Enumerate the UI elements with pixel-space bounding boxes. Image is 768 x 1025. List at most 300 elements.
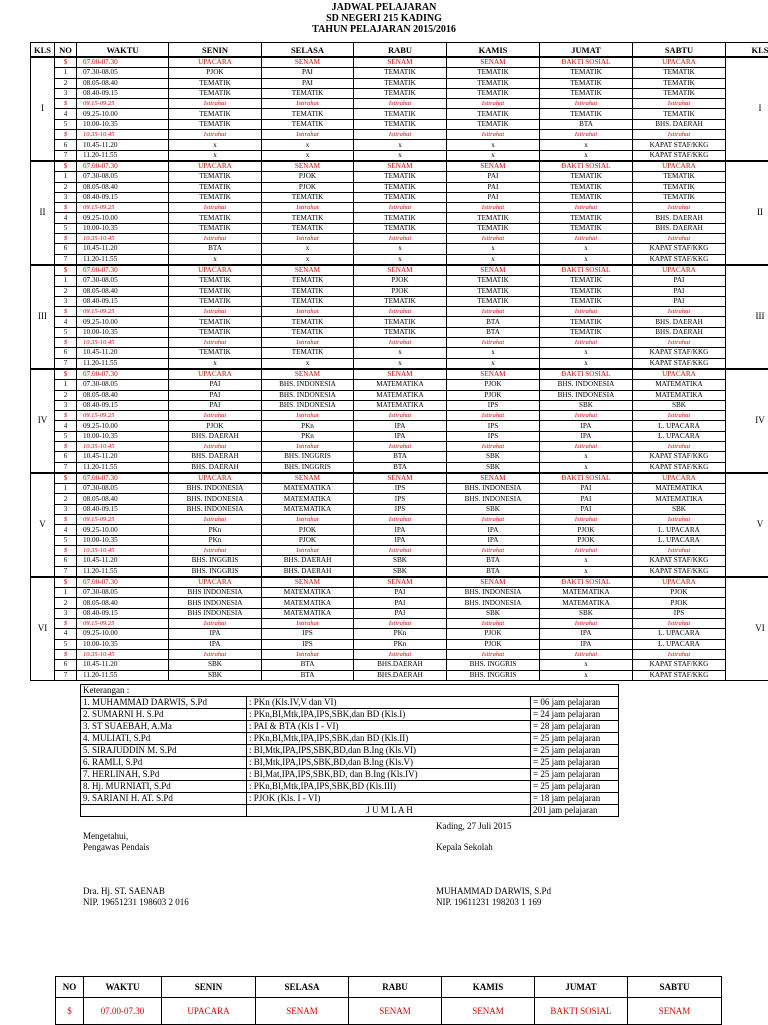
subject-cell: TEMATIK bbox=[540, 276, 633, 286]
row-number: 5 bbox=[55, 535, 77, 545]
subject-cell: MATEMATIKA bbox=[262, 504, 354, 514]
subject-cell: BHS. INDONESIA bbox=[169, 504, 262, 514]
subject-cell: SBK bbox=[447, 452, 540, 462]
subject-cell: BAKTI SOSIAL bbox=[540, 577, 633, 588]
row-number: 7 bbox=[55, 150, 77, 161]
col-header: JUMAT bbox=[535, 977, 628, 998]
place-date: Kading, 27 Juli 2015 bbox=[436, 821, 512, 832]
row-number: $ bbox=[55, 441, 77, 451]
subject-cell: SENAM bbox=[262, 57, 354, 68]
subject-cell: x bbox=[169, 150, 262, 161]
subject-cell: Istirahat bbox=[447, 649, 540, 659]
subject-cell: x bbox=[262, 254, 354, 265]
subject-cell: KAPAT STAF/KKG bbox=[633, 566, 726, 577]
subject-cell: IPS bbox=[354, 494, 447, 504]
time-cell: 07.00-07.30 bbox=[77, 161, 169, 172]
subject-cell: TEMATIK bbox=[354, 317, 447, 327]
time-cell: 09.15-09.25 bbox=[77, 515, 169, 525]
subject-cell: Istirahat bbox=[169, 307, 262, 317]
subject-cell: BHS. INDONESIA bbox=[447, 588, 540, 598]
subject-cell: Istirahat bbox=[540, 234, 633, 244]
row-number: 3 bbox=[55, 400, 77, 410]
subject-cell: PJOK bbox=[540, 525, 633, 535]
subject-cell: Istirahat bbox=[633, 130, 726, 140]
time-cell: 08.05-08.40 bbox=[77, 78, 169, 88]
table-row bbox=[31, 88, 768, 98]
table-row bbox=[31, 338, 768, 348]
time-cell: 08.05-08.40 bbox=[77, 390, 169, 400]
row-number: 6 bbox=[55, 660, 77, 670]
subject-cell: PJOK bbox=[633, 598, 726, 608]
subject-cell: x bbox=[447, 348, 540, 358]
subject-cell: TEMATIK bbox=[540, 223, 633, 233]
next-page-schedule-table bbox=[55, 976, 722, 1025]
time-cell: 08.40-09.15 bbox=[77, 296, 169, 306]
subject-cell: SENAM bbox=[262, 369, 354, 380]
row-number: 4 bbox=[55, 213, 77, 223]
subject-cell: TEMATIK bbox=[540, 213, 633, 223]
table-row bbox=[31, 504, 768, 514]
subject-cell: IPS bbox=[262, 629, 354, 639]
subject-cell: SENAM bbox=[262, 577, 354, 588]
subject-cell: SENAM bbox=[256, 998, 349, 1025]
subject-cell: TEMATIK bbox=[540, 109, 633, 119]
subject-cell: TEMATIK bbox=[262, 88, 354, 98]
table-row bbox=[31, 598, 768, 608]
teacher-name: 3. ST SUAEBAH, A.Ma bbox=[81, 721, 247, 733]
subject-cell: TEMATIK bbox=[540, 296, 633, 306]
subject-cell: SBK bbox=[540, 400, 633, 410]
table-row bbox=[31, 254, 768, 265]
time-cell: 09.25-10.00 bbox=[77, 213, 169, 223]
subject-cell: PKn bbox=[354, 639, 447, 649]
subject-cell: L. UPACARA bbox=[633, 629, 726, 639]
list-item bbox=[81, 721, 619, 733]
subject-cell: TEMATIK bbox=[540, 192, 633, 202]
row-number: 5 bbox=[55, 431, 77, 441]
row-number: $ bbox=[55, 307, 77, 317]
table-row bbox=[31, 150, 768, 161]
teacher-hours: = 24 jam pelajaran bbox=[531, 709, 619, 721]
subject-cell: PAI bbox=[354, 608, 447, 618]
subject-cell: UPACARA bbox=[633, 161, 726, 172]
subject-cell: IPS bbox=[447, 431, 540, 441]
subject-cell: x bbox=[447, 140, 540, 150]
subject-cell: TEMATIK bbox=[169, 348, 262, 358]
subject-cell: x bbox=[262, 150, 354, 161]
subject-cell: UPACARA bbox=[633, 57, 726, 68]
subject-cell: MATEMATIKA bbox=[354, 390, 447, 400]
subject-cell: Istirahat bbox=[447, 130, 540, 140]
row-number: $ bbox=[55, 545, 77, 555]
subject-cell: Istirahat bbox=[633, 649, 726, 659]
teacher-name: 7. HERLINAH, S.Pd bbox=[81, 769, 247, 781]
subject-cell: Istirahat bbox=[540, 99, 633, 109]
subject-cell: BAKTI SOSIAL bbox=[540, 57, 633, 68]
subject-cell: x bbox=[262, 244, 354, 254]
subject-cell: TEMATIK bbox=[447, 109, 540, 119]
subject-cell: TEMATIK bbox=[633, 88, 726, 98]
subject-cell: x bbox=[540, 660, 633, 670]
time-cell: 09.15-09.25 bbox=[77, 99, 169, 109]
row-number: 7 bbox=[55, 358, 77, 369]
subject-cell: TEMATIK bbox=[262, 317, 354, 327]
row-number: 6 bbox=[55, 556, 77, 566]
col-header: RABU bbox=[354, 43, 447, 58]
subject-cell: BHS. DAERAH bbox=[169, 431, 262, 441]
subject-cell: TEMATIK bbox=[540, 78, 633, 88]
subject-cell: BHS. INGGRIS bbox=[447, 660, 540, 670]
subject-cell: SBK bbox=[169, 670, 262, 680]
time-cell: 10.00-10.35 bbox=[77, 327, 169, 337]
subject-cell: x bbox=[354, 244, 447, 254]
table-row bbox=[31, 608, 768, 618]
table-row bbox=[31, 234, 768, 244]
subject-cell: TEMATIK bbox=[540, 327, 633, 337]
subject-cell: MATEMATIKA bbox=[540, 588, 633, 598]
table-row bbox=[31, 276, 768, 286]
subject-cell: Istirahat bbox=[262, 234, 354, 244]
subject-cell: MATEMATIKA bbox=[540, 598, 633, 608]
col-header: RABU bbox=[349, 977, 442, 998]
principal-name: MUHAMMAD DARWIS, S.Pd bbox=[436, 886, 551, 897]
subject-cell: x bbox=[447, 244, 540, 254]
subject-cell: TEMATIK bbox=[354, 78, 447, 88]
subject-cell: Istirahat bbox=[354, 619, 447, 629]
class-label: I bbox=[31, 57, 55, 161]
subject-cell: x bbox=[540, 150, 633, 161]
subject-cell: TEMATIK bbox=[447, 213, 540, 223]
time-cell: 09.15-09.25 bbox=[77, 203, 169, 213]
row-number: 4 bbox=[55, 421, 77, 431]
table-row bbox=[31, 286, 768, 296]
time-cell: 08.40-09.15 bbox=[77, 192, 169, 202]
subject-cell: BAKTI SOSIAL bbox=[540, 265, 633, 276]
subject-cell: PAI bbox=[633, 286, 726, 296]
subject-cell: TEMATIK bbox=[540, 88, 633, 98]
subject-cell: BHS. DAERAH bbox=[633, 213, 726, 223]
subject-cell: BAKTI SOSIAL bbox=[540, 473, 633, 484]
subject-cell: BHS. INGGRIS bbox=[169, 566, 262, 577]
subject-cell: SBK bbox=[354, 566, 447, 577]
row-number: 2 bbox=[55, 598, 77, 608]
teacher-hours: = 28 jam pelajaran bbox=[531, 721, 619, 733]
subject-cell: IPS bbox=[447, 421, 540, 431]
row-number: 1 bbox=[55, 380, 77, 390]
subject-cell: SBK bbox=[169, 660, 262, 670]
time-cell: 08.40-09.15 bbox=[77, 608, 169, 618]
subject-cell: Istirahat bbox=[169, 203, 262, 213]
supervisor-name: Dra. Hj. ST. SAENAB bbox=[83, 886, 165, 897]
page-title: JADWAL PELAJARAN bbox=[0, 2, 768, 13]
subject-cell: KAPAT STAF/KKG bbox=[633, 660, 726, 670]
subject-cell: Istirahat bbox=[447, 234, 540, 244]
subject-cell: TEMATIK bbox=[447, 296, 540, 306]
subject-cell: Istirahat bbox=[169, 338, 262, 348]
subject-cell: IPA bbox=[169, 639, 262, 649]
subject-cell: TEMATIK bbox=[169, 223, 262, 233]
subject-cell: TEMATIK bbox=[169, 327, 262, 337]
subject-cell: PKn bbox=[354, 629, 447, 639]
row-number: 2 bbox=[55, 286, 77, 296]
subject-cell: x bbox=[447, 254, 540, 265]
subject-cell: TEMATIK bbox=[354, 109, 447, 119]
time-cell: 10.35-10.45 bbox=[77, 441, 169, 451]
class-label: III bbox=[31, 265, 55, 369]
teacher-subjects: : BI,Mat,IPA,IPS,SBK,BD, dan B.Ing (Kls.IV) bbox=[247, 769, 531, 781]
subject-cell: BHS. INDONESIA bbox=[262, 390, 354, 400]
subject-cell: PJOK bbox=[354, 286, 447, 296]
total-spacer bbox=[81, 805, 247, 817]
schedule-body bbox=[31, 57, 768, 680]
subject-cell: Istirahat bbox=[262, 545, 354, 555]
subject-cell: PAI bbox=[540, 484, 633, 494]
teacher-hours: = 25 jam pelajaran bbox=[531, 757, 619, 769]
subject-cell: TEMATIK bbox=[354, 213, 447, 223]
subject-cell: TEMATIK bbox=[447, 276, 540, 286]
subject-cell: IPA bbox=[540, 639, 633, 649]
col-header: SELASA bbox=[262, 43, 354, 58]
subject-cell: TEMATIK bbox=[169, 276, 262, 286]
subject-cell: x bbox=[169, 254, 262, 265]
subject-cell: Istirahat bbox=[169, 441, 262, 451]
table-row bbox=[31, 670, 768, 680]
subject-cell: Istirahat bbox=[447, 545, 540, 555]
subject-cell: Istirahat bbox=[169, 130, 262, 140]
row-number: 7 bbox=[55, 254, 77, 265]
subject-cell: IPA bbox=[354, 421, 447, 431]
time-cell: 07.30-08.05 bbox=[77, 172, 169, 182]
subject-cell: IPS bbox=[354, 504, 447, 514]
list-item bbox=[81, 793, 619, 805]
supervisor-title: Pengawas Pendais bbox=[83, 842, 149, 853]
subject-cell: BTA bbox=[354, 462, 447, 473]
subject-cell: PAI bbox=[354, 588, 447, 598]
subject-cell: PJOK bbox=[540, 535, 633, 545]
time-cell: 09.15-09.25 bbox=[77, 619, 169, 629]
subject-cell: BHS. INGGRIS bbox=[262, 462, 354, 473]
time-cell: 10.35-10.45 bbox=[77, 338, 169, 348]
subject-cell: UPACARA bbox=[633, 265, 726, 276]
schedule-table bbox=[30, 42, 768, 681]
subject-cell: SBK bbox=[354, 556, 447, 566]
row-number: $ bbox=[55, 473, 77, 484]
table-row bbox=[31, 639, 768, 649]
subject-cell: TEMATIK bbox=[262, 213, 354, 223]
table-row bbox=[31, 411, 768, 421]
teacher-subjects: : PKn,BI,Mtk,IPA,IPS,SBK,dan BD (Kls.I) bbox=[247, 709, 531, 721]
subject-cell: PJOK bbox=[262, 525, 354, 535]
time-cell: 10.35-10.45 bbox=[77, 649, 169, 659]
subject-cell: IPA bbox=[540, 421, 633, 431]
subject-cell: x bbox=[447, 150, 540, 161]
table-row bbox=[56, 998, 722, 1025]
subject-cell: IPS bbox=[262, 639, 354, 649]
table-row bbox=[31, 400, 768, 410]
row-number: $ bbox=[55, 265, 77, 276]
subject-cell: TEMATIK bbox=[633, 109, 726, 119]
subject-cell: MATEMATIKA bbox=[262, 598, 354, 608]
subject-cell: Istirahat bbox=[633, 515, 726, 525]
subject-cell: Istirahat bbox=[540, 130, 633, 140]
row-number: 3 bbox=[55, 296, 77, 306]
time-cell: 10.45-11.20 bbox=[77, 140, 169, 150]
table-row bbox=[31, 140, 768, 150]
subject-cell: Istirahat bbox=[633, 411, 726, 421]
row-number: $ bbox=[55, 161, 77, 172]
subject-cell: PJOK bbox=[447, 380, 540, 390]
class-label: I bbox=[726, 57, 768, 161]
subject-cell: SBK bbox=[540, 608, 633, 618]
subject-cell: x bbox=[540, 348, 633, 358]
subject-cell: Istirahat bbox=[354, 338, 447, 348]
class-label: VI bbox=[726, 577, 768, 680]
subject-cell: Istirahat bbox=[354, 649, 447, 659]
time-cell: 07.30-08.05 bbox=[77, 380, 169, 390]
subject-cell: x bbox=[540, 358, 633, 369]
teacher-hours: = 25 jam pelajaran bbox=[531, 733, 619, 745]
time-cell: 07.00-07.30 bbox=[77, 577, 169, 588]
subject-cell: TEMATIK bbox=[447, 88, 540, 98]
time-cell: 08.05-08.40 bbox=[77, 598, 169, 608]
time-cell: 10.00-10.35 bbox=[77, 223, 169, 233]
subject-cell: TEMATIK bbox=[447, 78, 540, 88]
time-cell: 07.00-07.30 bbox=[77, 473, 169, 484]
subject-cell: x bbox=[540, 462, 633, 473]
subject-cell: PKn bbox=[169, 525, 262, 535]
subject-cell: Istirahat bbox=[169, 649, 262, 659]
row-number: $ bbox=[55, 338, 77, 348]
subject-cell: KAPAT STAF/KKG bbox=[633, 244, 726, 254]
subject-cell: SENAM bbox=[628, 998, 722, 1025]
subject-cell: KAPAT STAF/KKG bbox=[633, 670, 726, 680]
col-header: KLS bbox=[726, 43, 768, 58]
subject-cell: x bbox=[262, 358, 354, 369]
row-number: 5 bbox=[55, 119, 77, 129]
row-number: 6 bbox=[55, 244, 77, 254]
subject-cell: PAI bbox=[354, 598, 447, 608]
time-cell: 07.00-07.30 bbox=[77, 369, 169, 380]
subject-cell: TEMATIK bbox=[169, 88, 262, 98]
subject-cell: BAKTI SOSIAL bbox=[540, 161, 633, 172]
subject-cell: BHS. INDONESIA bbox=[540, 380, 633, 390]
subject-cell: IPA bbox=[169, 629, 262, 639]
time-cell: 08.05-08.40 bbox=[77, 494, 169, 504]
subject-cell: Istirahat bbox=[354, 99, 447, 109]
table-row bbox=[31, 119, 768, 129]
row-number: 1 bbox=[55, 172, 77, 182]
subject-cell: KAPAT STAF/KKG bbox=[633, 254, 726, 265]
subject-cell: Istirahat bbox=[169, 234, 262, 244]
row-number: $ bbox=[55, 411, 77, 421]
subject-cell: Istirahat bbox=[447, 203, 540, 213]
subject-cell: L. UPACARA bbox=[633, 639, 726, 649]
row-number: $ bbox=[55, 649, 77, 659]
teacher-name: 5. SIRAJUDDIN M. S.Pd bbox=[81, 745, 247, 757]
subject-cell: SBK bbox=[447, 608, 540, 618]
subject-cell: Istirahat bbox=[262, 203, 354, 213]
table-row bbox=[31, 172, 768, 182]
time-cell: 07.00-07.30 bbox=[84, 998, 162, 1025]
subject-cell: PAI bbox=[169, 380, 262, 390]
subject-cell: BHS. DAERAH bbox=[262, 566, 354, 577]
subject-cell: Istirahat bbox=[262, 649, 354, 659]
row-number: 1 bbox=[55, 68, 77, 78]
col-header: SABTU bbox=[633, 43, 726, 58]
class-label: II bbox=[31, 161, 55, 265]
subject-cell: BTA bbox=[354, 452, 447, 462]
row-number: $ bbox=[55, 577, 77, 588]
subject-cell: PAI bbox=[447, 172, 540, 182]
table-row bbox=[31, 358, 768, 369]
col-header: KAMIS bbox=[447, 43, 540, 58]
subject-cell: Istirahat bbox=[354, 515, 447, 525]
col-header: KLS bbox=[31, 43, 55, 58]
table-row bbox=[31, 515, 768, 525]
subject-cell: SENAM bbox=[354, 369, 447, 380]
col-header: JUMAT bbox=[540, 43, 633, 58]
subject-cell: TEMATIK bbox=[447, 119, 540, 129]
teacher-hours: = 18 jam pelajaran bbox=[531, 793, 619, 805]
subject-cell: Istirahat bbox=[540, 545, 633, 555]
subject-cell: x bbox=[354, 254, 447, 265]
subject-cell: SBK bbox=[447, 504, 540, 514]
subject-cell: Istirahat bbox=[633, 338, 726, 348]
subject-cell: UPACARA bbox=[169, 473, 262, 484]
time-cell: 10.00-10.35 bbox=[77, 535, 169, 545]
subject-cell: TEMATIK bbox=[169, 119, 262, 129]
row-number: $ bbox=[55, 619, 77, 629]
time-cell: 10.35-10.45 bbox=[77, 234, 169, 244]
row-number: 7 bbox=[55, 670, 77, 680]
subject-cell: BHS. INGGRIS bbox=[262, 452, 354, 462]
next-page-header-row bbox=[56, 977, 722, 998]
subject-cell: KAPAT STAF/KKG bbox=[633, 150, 726, 161]
table-row bbox=[31, 556, 768, 566]
subject-cell: PAI bbox=[540, 494, 633, 504]
time-cell: 11.20-11.55 bbox=[77, 670, 169, 680]
subject-cell: TEMATIK bbox=[169, 317, 262, 327]
subject-cell: TEMATIK bbox=[447, 223, 540, 233]
table-row bbox=[31, 473, 768, 484]
subject-cell: TEMATIK bbox=[633, 192, 726, 202]
subject-cell: PJOK bbox=[447, 639, 540, 649]
time-cell: 10.35-10.45 bbox=[77, 130, 169, 140]
subject-cell: TEMATIK bbox=[262, 296, 354, 306]
subject-cell: SENAM bbox=[349, 998, 442, 1025]
subject-cell: x bbox=[262, 140, 354, 150]
subject-cell: TEMATIK bbox=[262, 327, 354, 337]
subject-cell: BHS. INDONESIA bbox=[169, 494, 262, 504]
subject-cell: KAPAT STAF/KKG bbox=[633, 348, 726, 358]
table-row bbox=[31, 109, 768, 119]
list-item bbox=[81, 769, 619, 781]
subject-cell: TEMATIK bbox=[169, 296, 262, 306]
keterangan-label: Keterangan : bbox=[81, 685, 619, 697]
subject-cell: IPA bbox=[447, 535, 540, 545]
row-number: $ bbox=[55, 130, 77, 140]
time-cell: 08.05-08.40 bbox=[77, 182, 169, 192]
subject-cell: Istirahat bbox=[447, 99, 540, 109]
class-label: III bbox=[726, 265, 768, 369]
subject-cell: PAI bbox=[169, 400, 262, 410]
teacher-hours: = 25 jam pelajaran bbox=[531, 745, 619, 757]
subject-cell: KAPAT STAF/KKG bbox=[633, 452, 726, 462]
subject-cell: Istirahat bbox=[354, 307, 447, 317]
row-number: $ bbox=[56, 998, 84, 1025]
subject-cell: BHS. DAERAH bbox=[262, 556, 354, 566]
col-header: WAKTU bbox=[84, 977, 162, 998]
